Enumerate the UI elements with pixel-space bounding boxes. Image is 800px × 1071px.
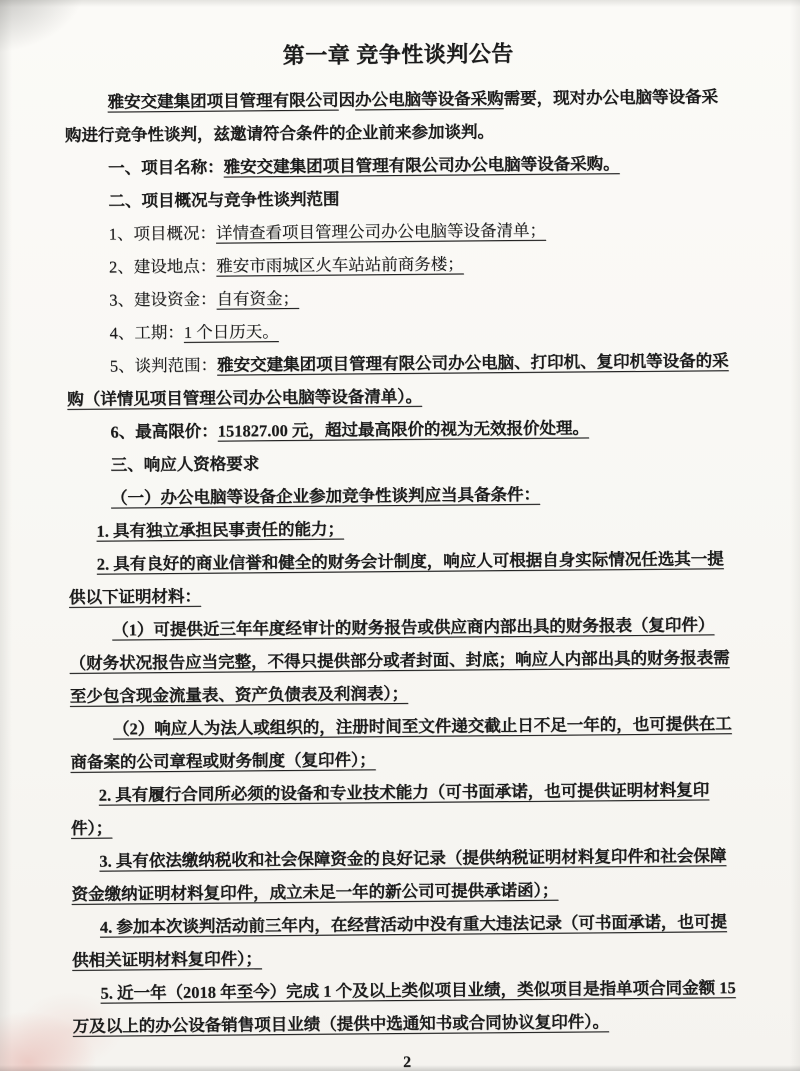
- item-2-label: 2、建设地点：: [108, 256, 217, 277]
- requirement-text: 1. 具有独立承担民事责任的能力；: [96, 519, 345, 541]
- intro-rest: 需要，现对办公电脑等设备采购进行竞争性谈判，兹邀请符合条件的企业前来参加谈判。: [64, 87, 719, 145]
- item-5-label: 5、谈判范围：: [109, 355, 218, 376]
- requirement-text: 2. 具有履行合同所必须的设备和专业技术能力（可书面承诺，也可提供证明材料复印件）；: [70, 780, 710, 838]
- requirement-company-charter: [70, 707, 739, 779]
- intro-subject: 办公电脑等设备采购: [354, 89, 504, 110]
- section-3-heading: 三、响应人资格要求: [110, 454, 260, 475]
- negotiation-scope-line: [67, 344, 736, 416]
- requirement-text: （1）可提供近三年年度经审计的财务报告或供应商内部出具的财务报表（复印件）（财务状况报告应当完整，不得只提供部分或者封面、封底；响应人内部出具的财务报表需至少包含现金流量表、资产负债表及利润表）；: [69, 615, 730, 706]
- page-title: 第一章 竞争性谈判公告: [282, 40, 514, 69]
- requirement-tax-social-security: [71, 839, 740, 911]
- item-5-value: 雅安交建集团项目管理有限公司办公电脑、打印机、复印机等设备的采购（详情见项目管理公司办公电脑等设备清单）。: [67, 351, 729, 409]
- section-1-value: 雅安交建集团项目管理有限公司办公电脑等设备采购。: [223, 154, 620, 177]
- requirement-text: （2）响应人为法人或组织的，注册时间至文件递交截止日不足一年的，也可提供在工商备案的公司章程或财务制度（复印件）；: [70, 714, 732, 772]
- item-4-value: 1 个日历天。: [183, 322, 279, 342]
- section-2-heading: 二、项目概况与竞争性谈判范围: [108, 189, 340, 211]
- item-3-label: 3、建设资金：: [109, 289, 217, 310]
- requirement-text: 3. 具有依法缴纳税收和社会保障资金的良好记录（提供纳税证明材料复印件和社会保障资金缴纳证明材料复印件，成立未足一年的新公司可提供承诺函）；: [71, 846, 727, 904]
- requirement-financial-reports: [69, 608, 738, 713]
- requirement-financial-system: [69, 542, 738, 614]
- page-number: 2: [402, 1053, 412, 1071]
- item-1-value: 详情查看项目管理公司办公电脑等设备清单；: [215, 220, 547, 243]
- intro-connector: 因: [338, 90, 356, 110]
- requirement-equipment-capability: [71, 773, 740, 845]
- item-4-label: 4、工期：: [109, 322, 184, 343]
- item-1-label: 1、项目概况：: [108, 223, 217, 244]
- requirement-text: 2. 具有良好的商业信誉和健全的财务会计制度，响应人可根据自身实际情况任选其一提供以下证明材料：: [68, 549, 724, 607]
- requirement-similar-projects: [72, 971, 741, 1043]
- qualification-subheading: （一）办公电脑等设备企业参加竞争性谈判应当具备条件：: [110, 484, 541, 508]
- intro-paragraph: [64, 80, 733, 152]
- intro-company-name: 雅安交建集团项目管理有限公司: [107, 90, 339, 112]
- requirement-text: 5. 近一年（2018 年至今）完成 1 个及以上类似项目业绩，类似项目是指单项合同金额 15 万及以上的办公设备销售项目业绩（提供中选通知书或合同协议复印件）。: [72, 978, 736, 1036]
- requirement-no-violations: [72, 905, 741, 977]
- section-1-label: 一、项目名称：: [108, 157, 224, 178]
- requirement-text: 4. 参加本次谈判活动前三年内，在经营活动中没有重大违法记录（可书面承诺，也可提供相关证明材料复印件）；: [72, 912, 727, 970]
- item-3-value: 自有资金；: [216, 288, 300, 309]
- item-2-value: 雅安市雨城区火车站站前商务楼；: [216, 254, 464, 276]
- item-6-value: 151827.00 元，超过最高限价的视为无效报价处理。: [217, 418, 589, 441]
- item-6-label: 6、最高限价：: [110, 421, 218, 442]
